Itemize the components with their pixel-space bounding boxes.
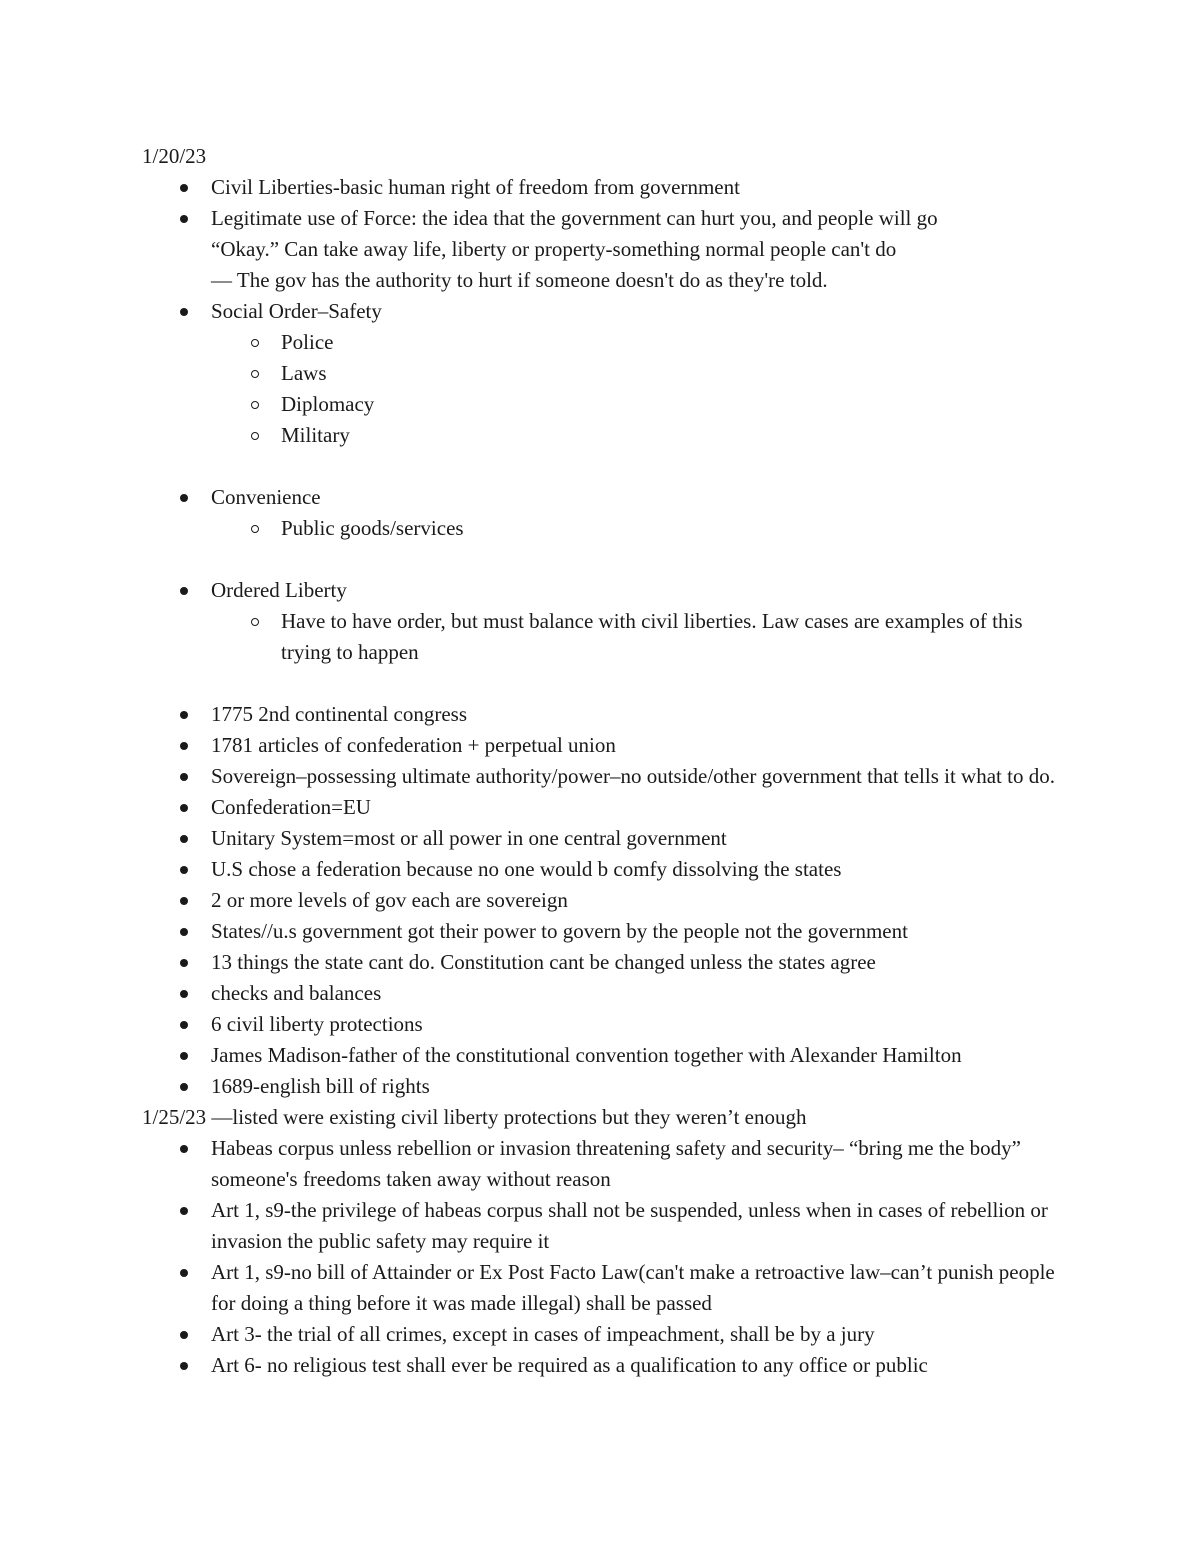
list-item: 1689-english bill of rights [142, 1071, 1072, 1102]
sub-list-item: Laws [211, 358, 1072, 389]
list-item: Habeas corpus unless rebellion or invasion threatening safety and security– “bring me the body” someone's freedoms taken away without reason [142, 1133, 1072, 1195]
document-page [142, 141, 1072, 1381]
list-item: Unitary System=most or all power in one central government [142, 823, 1072, 854]
list-item-line: — The gov has the authority to hurt if someone doesn't do as they're told. [211, 268, 828, 292]
sub-list-item: Military [211, 420, 1072, 451]
list-item-label: Social Order–Safety [211, 299, 382, 323]
sub-list [211, 606, 1072, 668]
sub-list [211, 513, 1072, 544]
list-item [142, 575, 1072, 668]
list-item: Art 1, s9-no bill of Attainder or Ex Post Facto Law(can't make a retroactive law–can’t punish people for doing a thing before it was made illegal) shall be passed [142, 1257, 1072, 1319]
list-item: Civil Liberties-basic human right of freedom from government [142, 172, 1072, 203]
date-heading: 1/20/23 [142, 144, 207, 168]
date-heading-2: 1/25/23 —listed were existing civil liberty protections but they weren’t enough [142, 1105, 807, 1129]
bullet-list-1 [142, 172, 1072, 668]
list-item: States//u.s government got their power to govern by the people not the government [142, 916, 1072, 947]
sub-list-item: Diplomacy [211, 389, 1072, 420]
list-item: Art 1, s9-the privilege of habeas corpus shall not be suspended, unless when in cases of rebellion or invasion the public safety may require it [142, 1195, 1072, 1257]
list-item: James Madison-father of the constitutional convention together with Alexander Hamilton [142, 1040, 1072, 1071]
list-item-line: “Okay.” Can take away life, liberty or property-something normal people can't do [211, 237, 897, 261]
list-item: Confederation=EU [142, 792, 1072, 823]
sub-list-item: Police [211, 327, 1072, 358]
list-item: checks and balances [142, 978, 1072, 1009]
list-item [142, 482, 1072, 544]
list-item: 1781 articles of confederation + perpetual union [142, 730, 1072, 761]
list-item [142, 296, 1072, 451]
sub-list [211, 327, 1072, 451]
list-item [142, 203, 1072, 296]
list-item: Sovereign–possessing ultimate authority/power–no outside/other government that tells it what to do. [142, 761, 1072, 792]
sub-list-item: Public goods/services [211, 513, 1072, 544]
list-item: Art 6- no religious test shall ever be required as a qualification to any office or public [142, 1350, 1072, 1381]
bullet-list-3 [142, 1133, 1072, 1381]
list-item: U.S chose a federation because no one would b comfy dissolving the states [142, 854, 1072, 885]
sub-list-item: Have to have order, but must balance with civil liberties. Law cases are examples of this trying to happen [211, 606, 1072, 668]
list-item-line: Legitimate use of Force: the idea that the government can hurt you, and people will go [211, 206, 938, 230]
list-item: 1775 2nd continental congress [142, 699, 1072, 730]
list-item-label: Ordered Liberty [211, 578, 347, 602]
list-item: Art 3- the trial of all crimes, except in cases of impeachment, shall be by a jury [142, 1319, 1072, 1350]
list-item-label: Convenience [211, 485, 321, 509]
list-item: 6 civil liberty protections [142, 1009, 1072, 1040]
list-item: 2 or more levels of gov each are sovereign [142, 885, 1072, 916]
bullet-list-2 [142, 699, 1072, 1102]
list-item: 13 things the state cant do. Constitution cant be changed unless the states agree [142, 947, 1072, 978]
